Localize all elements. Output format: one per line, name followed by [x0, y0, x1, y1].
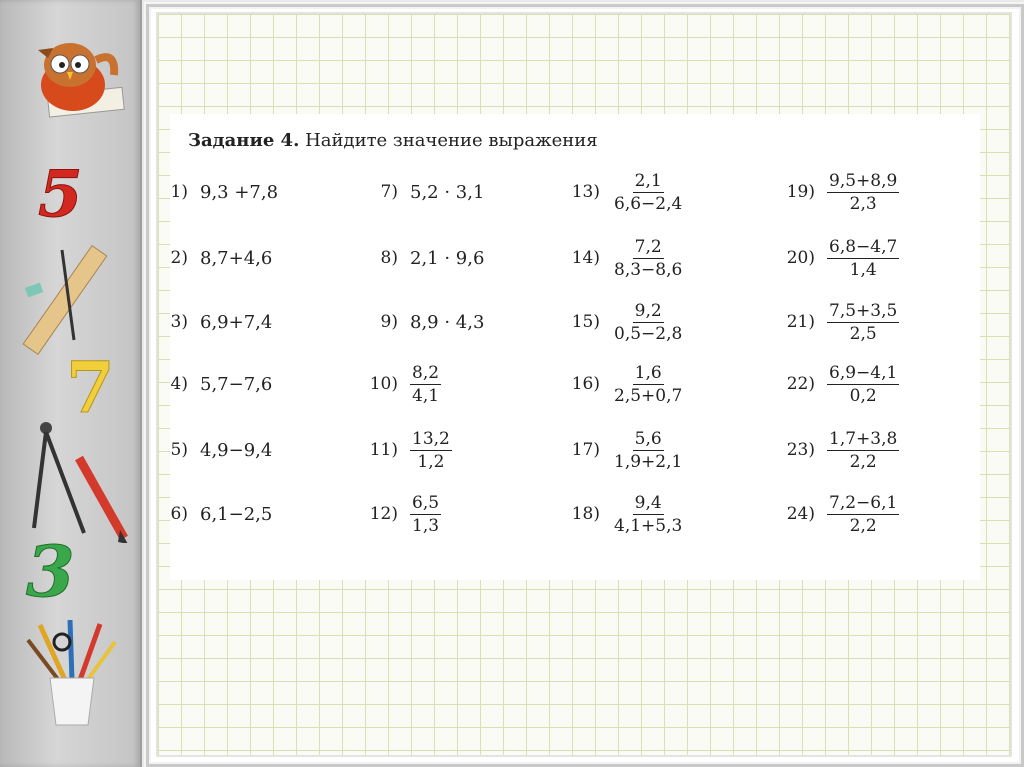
fraction-denominator: 8,3−8,6 [614, 259, 683, 280]
fraction-numerator: 6,5 [412, 492, 440, 513]
svg-text:5: 5 [38, 160, 83, 225]
fraction-numerator: 9,2 [634, 300, 662, 321]
fraction-numerator: 9,5+8,9 [829, 170, 898, 191]
exercise-expression: 4,9−9,4 [200, 439, 273, 461]
exercise-fraction [410, 428, 452, 473]
exercise-number: 8) [380, 248, 398, 268]
digit-3 [22, 530, 92, 605]
exercise-item [562, 364, 684, 404]
exercise-fraction [827, 236, 899, 281]
exercise-item [777, 238, 899, 278]
exercise-fraction [612, 492, 684, 537]
exercise-item [777, 494, 899, 534]
exercise-item [777, 172, 899, 212]
exercise-number: 7) [380, 182, 398, 202]
fraction-numerator: 8,2 [412, 362, 440, 383]
fraction-denominator: 1,4 [849, 259, 877, 280]
decorative-sidebar [0, 0, 142, 767]
digit-5 [30, 160, 100, 225]
exercise-item [777, 430, 899, 470]
owl-icon [18, 30, 128, 120]
fraction-numerator: 7,5+3,5 [829, 300, 898, 321]
exercise-item [562, 430, 684, 470]
fraction-numerator: 1,6 [634, 362, 662, 383]
task-title-text: Найдите значение выражения [299, 130, 598, 151]
exercise-number: 22) [786, 374, 815, 394]
exercise-item [150, 302, 272, 342]
fraction-denominator: 0,5−2,8 [614, 323, 683, 344]
fraction-numerator: 5,6 [634, 428, 662, 449]
exercise-item [562, 494, 684, 534]
exercise-expression: 5,2 · 3,1 [410, 181, 485, 203]
exercise-number: 19) [786, 182, 815, 202]
exercise-item [360, 430, 452, 470]
exercise-fraction [827, 428, 899, 473]
exercise-item [360, 238, 484, 278]
exercise-item [150, 494, 272, 534]
exercise-expression: 5,7−7,6 [200, 373, 273, 395]
fraction-denominator: 6,6−2,4 [614, 193, 683, 214]
svg-text:3: 3 [26, 530, 75, 605]
exercise-expression: 9,3 +7,8 [200, 181, 279, 203]
exercise-number: 15) [571, 312, 600, 332]
fraction-numerator: 1,7+3,8 [829, 428, 898, 449]
compass-icon [24, 418, 129, 543]
exercise-item [360, 364, 441, 404]
exercise-number: 21) [786, 312, 815, 332]
exercise-item [777, 302, 899, 342]
exercise-number: 24) [786, 504, 815, 524]
exercise-number: 3) [170, 312, 188, 332]
fraction-denominator: 0,2 [849, 385, 877, 406]
fraction-numerator: 2,1 [634, 170, 662, 191]
exercise-item [360, 494, 441, 534]
fraction-numerator: 7,2−6,1 [829, 492, 898, 513]
fraction-denominator: 2,5+0,7 [614, 385, 683, 406]
fraction-numerator: 6,8−4,7 [829, 236, 898, 257]
exercise-item [150, 238, 272, 278]
fraction-denominator: 2,3 [849, 193, 877, 214]
exercise-fraction [827, 362, 899, 407]
exercise-number: 18) [571, 504, 600, 524]
exercise-number: 13) [571, 182, 600, 202]
exercise-expression: 6,1−2,5 [200, 503, 273, 525]
exercise-number: 20) [786, 248, 815, 268]
exercise-number: 1) [170, 182, 188, 202]
exercise-number: 12) [369, 504, 398, 524]
fraction-denominator: 2,2 [849, 451, 877, 472]
digit-7 [62, 350, 122, 420]
exercise-number: 11) [369, 440, 398, 460]
exercise-fraction [827, 300, 899, 345]
fraction-denominator: 2,2 [849, 515, 877, 536]
exercise-fraction [410, 492, 441, 537]
exercise-number: 14) [571, 248, 600, 268]
exercise-item [360, 302, 484, 342]
exercise-item [562, 238, 684, 278]
fraction-denominator: 2,5 [849, 323, 877, 344]
exercise-number: 16) [571, 374, 600, 394]
task-title-bold: Задание 4. [188, 130, 300, 151]
exercise-number: 4) [170, 374, 188, 394]
exercise-fraction [612, 236, 684, 281]
exercise-item [150, 430, 272, 470]
exercise-fraction [612, 428, 684, 473]
fraction-denominator: 1,9+2,1 [614, 451, 683, 472]
fraction-denominator: 1,3 [412, 515, 440, 536]
exercise-fraction [827, 492, 899, 537]
exercise-fraction [410, 362, 441, 407]
exercise-fraction [612, 362, 684, 407]
exercise-fraction [612, 300, 684, 345]
exercise-fraction [612, 170, 684, 215]
fraction-denominator: 4,1 [412, 385, 440, 406]
pencil-cup-icon [20, 620, 125, 730]
exercise-item [360, 172, 484, 212]
svg-text:7: 7 [66, 350, 115, 420]
exercise-expression: 8,7+4,6 [200, 247, 273, 269]
exercise-number: 9) [380, 312, 398, 332]
exercise-number: 10) [369, 374, 398, 394]
exercise-item [562, 172, 684, 212]
exercise-number: 23) [786, 440, 815, 460]
fraction-numerator: 6,9−4,1 [829, 362, 898, 383]
fraction-numerator: 13,2 [412, 428, 450, 449]
ruler-pencil-icon [18, 240, 118, 355]
fraction-denominator: 4,1+5,3 [614, 515, 683, 536]
exercise-number: 2) [170, 248, 188, 268]
fraction-denominator: 1,2 [417, 451, 445, 472]
exercise-number: 6) [170, 504, 188, 524]
exercise-item [777, 364, 899, 404]
exercise-fraction [827, 170, 899, 215]
exercise-number: 17) [571, 440, 600, 460]
exercise-number: 5) [170, 440, 188, 460]
exercise-expression: 6,9+7,4 [200, 311, 273, 333]
task-title [188, 130, 598, 151]
exercise-expression: 2,1 · 9,6 [410, 247, 485, 269]
exercise-item [150, 172, 278, 212]
exercise-expression: 8,9 · 4,3 [410, 311, 485, 333]
exercise-item [562, 302, 684, 342]
exercise-item [150, 364, 272, 404]
fraction-numerator: 9,4 [634, 492, 662, 513]
fraction-numerator: 7,2 [634, 236, 662, 257]
